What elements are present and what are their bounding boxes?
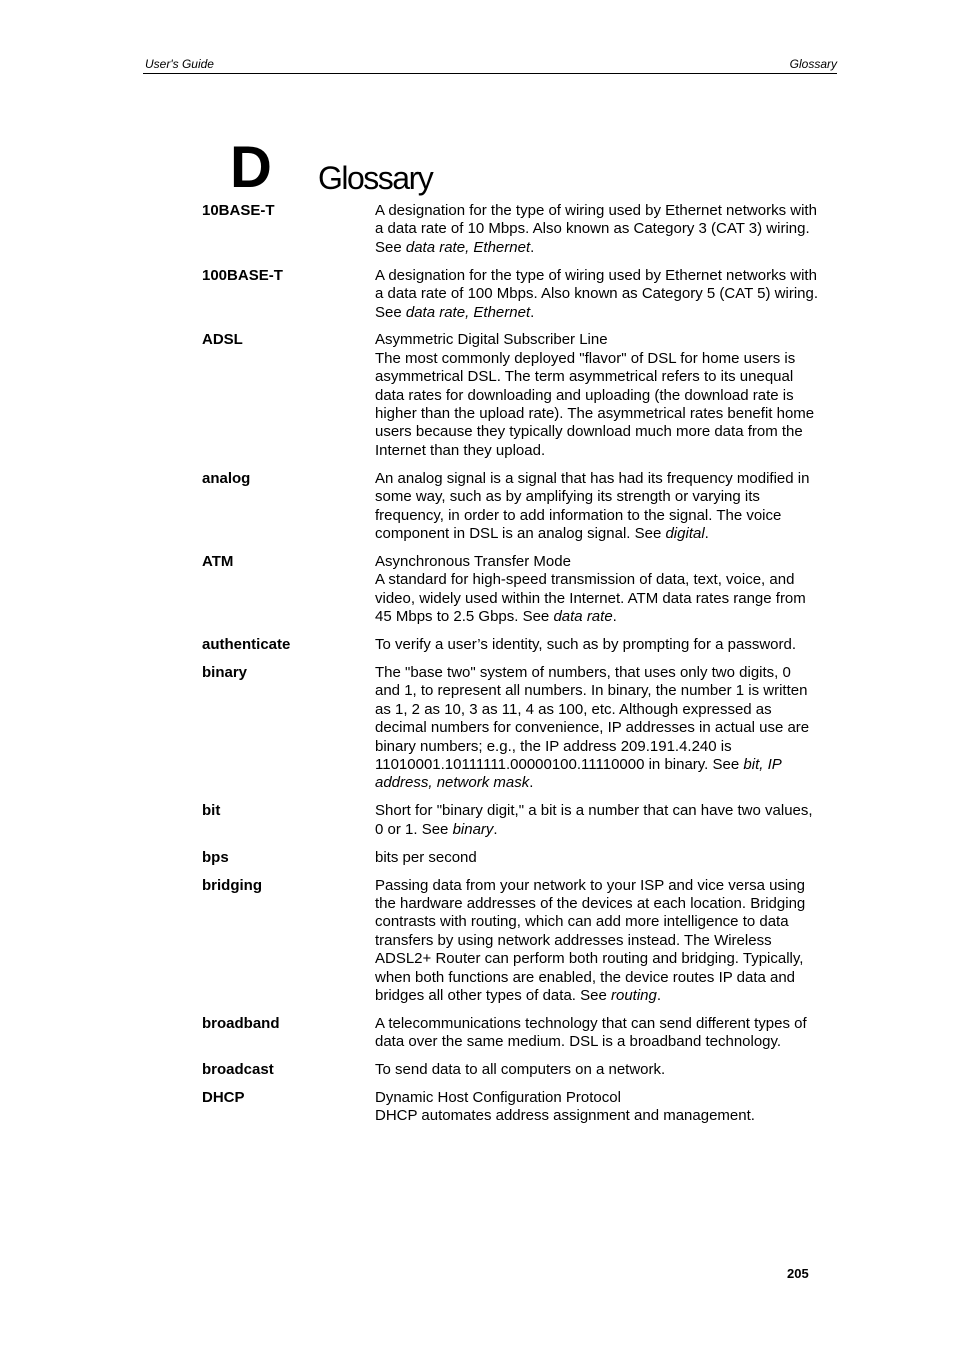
see-also-reference: data rate, Ethernet xyxy=(405,238,531,256)
definition-line: The most commonly deployed "flavor" of DSL for home users is asymmetrical DSL. The term asymmetrical refers to its unequal data rates for downloading and uploading (the download rate is higher than the upload rate). The asymmetrical rates benefit home users because they typically download much more data from the Internet than they upload. xyxy=(375,349,815,459)
glossary-definition xyxy=(375,1089,820,1126)
definition-line: To verify a user’s identity, such as by prompting for a password. xyxy=(375,636,797,654)
definition-text xyxy=(375,849,820,867)
definition-line: A designation for the type of wiring used by Ethernet networks with a data rate of 10 Mbps. Also known as Category 3 (CAT 3) wiring. See xyxy=(375,202,817,256)
definition-text xyxy=(375,350,820,460)
definition-text xyxy=(375,1061,820,1079)
page-title: Glossary xyxy=(318,160,433,196)
glossary-term: DHCP xyxy=(202,1089,245,1107)
glossary-definition xyxy=(375,553,820,627)
glossary-definition xyxy=(375,802,820,839)
definition-text xyxy=(375,802,820,839)
glossary-list xyxy=(202,202,822,1135)
glossary-definition xyxy=(375,849,820,867)
see-also-reference: routing xyxy=(610,986,657,1004)
definition-line: A designation for the type of wiring used by Ethernet networks with a data rate of 100 Mbps. Also known as Category 5 (CAT 5) wiring. See xyxy=(375,266,818,321)
glossary-entry xyxy=(202,877,822,1006)
header-section-title: Glossary xyxy=(789,57,837,71)
definition-line: Asynchronous Transfer Mode xyxy=(375,552,571,570)
see-also-reference: binary xyxy=(452,820,494,838)
definition-text xyxy=(375,267,820,322)
definition-line: A standard for high-speed transmission of data, text, voice, and video, widely used within the Internet. ATM data rates range from 45 Mbps to 2.5 Gbps. See xyxy=(375,571,806,626)
definition-text xyxy=(375,202,820,257)
definition-text xyxy=(375,470,820,544)
glossary-term: authenticate xyxy=(202,636,291,654)
definition-text xyxy=(375,1015,820,1052)
glossary-definition xyxy=(375,331,820,460)
glossary-term: ATM xyxy=(202,552,234,570)
glossary-entry xyxy=(202,1061,822,1079)
reference-punctuation: . xyxy=(493,820,498,838)
definition-text xyxy=(375,636,820,654)
definition-text xyxy=(375,571,820,626)
reference-punctuation: . xyxy=(704,525,709,542)
glossary-term: broadband xyxy=(202,1014,280,1032)
glossary-term: broadcast xyxy=(202,1061,274,1079)
see-also-reference: bit, IP address, network mask xyxy=(375,755,782,792)
glossary-entry xyxy=(202,267,822,322)
definition-text xyxy=(375,877,820,1006)
glossary-term: binary xyxy=(202,663,248,681)
glossary-term: analog xyxy=(202,469,251,487)
appendix-letter: D xyxy=(230,135,272,200)
definition-line: A telecommunications technology that can send different types of data over the same medium. DSL is a broadband technology. xyxy=(375,1014,807,1051)
reference-punctuation: . xyxy=(612,608,617,626)
glossary-term: 10BASE-T xyxy=(202,202,275,219)
glossary-definition xyxy=(375,877,820,1006)
reference-punctuation: . xyxy=(530,238,535,256)
definition-line: Asymmetric Digital Subscriber Line xyxy=(375,331,608,349)
definition-text xyxy=(375,664,820,793)
glossary-entry xyxy=(202,664,822,793)
glossary-definition xyxy=(375,267,820,322)
definition-line: DHCP automates address assignment and management. xyxy=(375,1107,755,1125)
glossary-definition xyxy=(375,202,820,257)
definition-text xyxy=(375,553,820,571)
glossary-definition xyxy=(375,1015,820,1052)
glossary-entry xyxy=(202,1015,822,1052)
definition-text xyxy=(375,1089,820,1107)
glossary-entry xyxy=(202,553,822,627)
definition-line: Dynamic Host Configuration Protocol xyxy=(375,1089,621,1107)
glossary-definition xyxy=(375,470,820,544)
definition-line: Passing data from your network to your ISP and vice versa using the hardware addresses of the devices at each location. Bridging contrasts with routing, which can add more intelligence to data transfers by using network addresses instead. The Wireless ADSL2+ Router can perform both routing and bridging. Typically, when both functions are enabled, the device routes IP data and bridges all other types of data. See xyxy=(375,876,806,1004)
glossary-entry xyxy=(202,470,822,544)
glossary-term: 100BASE-T xyxy=(202,266,283,284)
definition-line: Short for "binary digit," a bit is a number that can have two values, 0 or 1. See xyxy=(375,802,813,838)
definition-text xyxy=(375,1107,820,1125)
definition-line: The "base two" system of numbers, that uses only two digits, 0 and 1, to represent all numbers. In binary, the number 1 is written as 1, 2 as 10, 3 as 11, 4 as 100, etc. Although expressed as decimal numbers for convenience, IP addresses in actual use are binary numbers; e.g., the IP address 209.191.4.240 is 11010001.10111111.00000100.11110000 in binary. See xyxy=(375,663,810,773)
glossary-term: bridging xyxy=(202,876,262,894)
reference-punctuation: . xyxy=(530,303,535,321)
reference-punctuation: . xyxy=(656,986,662,1004)
glossary-entry xyxy=(202,1089,822,1126)
definition-line: bits per second xyxy=(375,848,477,866)
see-also-reference: data rate, Ethernet xyxy=(405,303,531,321)
see-also-reference: data rate xyxy=(553,608,613,626)
glossary-definition xyxy=(375,1061,820,1079)
definition-line: An analog signal is a signal that has had its frequency modified in some way, such as by amplifying its strength or varying its frequency, in order to add information to the signal. The voice component in DSL is an analog signal. See xyxy=(375,469,810,542)
glossary-term: ADSL xyxy=(202,331,243,349)
glossary-definition xyxy=(375,664,820,793)
definition-text xyxy=(375,331,820,349)
glossary-entry xyxy=(202,331,822,460)
glossary-term: bps xyxy=(202,848,229,866)
glossary-entry xyxy=(202,202,822,257)
glossary-entry xyxy=(202,802,822,839)
glossary-definition xyxy=(375,636,820,654)
reference-punctuation: . xyxy=(529,774,534,792)
glossary-entry xyxy=(202,636,822,654)
page-number: 205 xyxy=(787,1266,809,1281)
glossary-entry xyxy=(202,849,822,867)
definition-line: To send data to all computers on a network. xyxy=(375,1061,666,1079)
see-also-reference: digital xyxy=(665,525,705,542)
glossary-term: bit xyxy=(202,802,221,820)
header-guide-title: User's Guide xyxy=(145,57,214,71)
running-header xyxy=(143,56,837,74)
